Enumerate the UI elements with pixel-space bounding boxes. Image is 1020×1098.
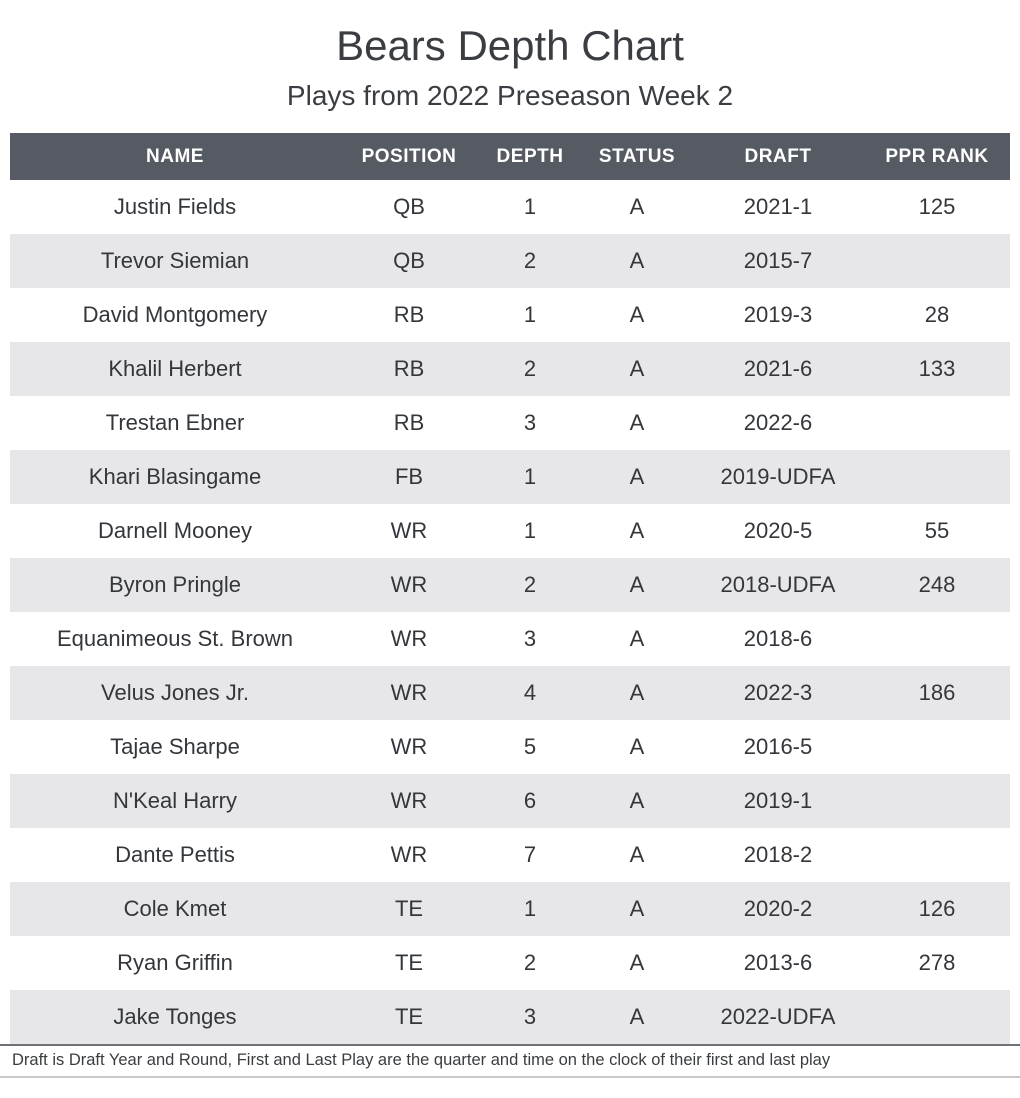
table-row <box>10 720 1010 774</box>
cell-status: A <box>629 518 645 544</box>
table-footnote: Draft is Draft Year and Round, First and Last Play are the quarter and time on the clock of their first and last play <box>0 1044 1020 1078</box>
table-row <box>10 612 1010 666</box>
column-header-status: STATUS <box>582 133 692 180</box>
cell-draft: 2019-3 <box>743 302 813 328</box>
cell-depth: 3 <box>478 990 582 1044</box>
cell-ppr-rank: 126 <box>864 882 1010 936</box>
cell-draft: 2013-6 <box>743 950 813 976</box>
cell-name: Khari Blasingame <box>10 450 340 504</box>
table-row <box>10 828 1010 882</box>
cell-ppr-rank: 133 <box>864 342 1010 396</box>
cell-ppr-rank: 55 <box>924 518 950 544</box>
cell-ppr-rank <box>864 720 1010 774</box>
cell-depth: 3 <box>523 626 537 652</box>
table-row <box>10 180 1010 234</box>
column-header-draft: DRAFT <box>692 133 864 180</box>
cell-depth: 6 <box>478 774 582 828</box>
cell-status: A <box>629 842 645 868</box>
cell-name: Ryan Griffin <box>117 950 233 976</box>
table-header-row <box>10 133 1010 180</box>
cell-position: WR <box>340 666 478 720</box>
cell-name: Trevor Siemian <box>10 234 340 288</box>
cell-status: A <box>629 950 645 976</box>
table-row <box>10 234 1010 288</box>
table-row <box>10 450 1010 504</box>
cell-position: RB <box>393 410 425 436</box>
cell-ppr-rank <box>864 450 1010 504</box>
cell-draft: 2018-6 <box>743 626 813 652</box>
cell-draft: 2018-2 <box>743 842 813 868</box>
cell-name: Velus Jones Jr. <box>10 666 340 720</box>
table-row <box>10 396 1010 450</box>
cell-position: WR <box>340 558 478 612</box>
cell-status: A <box>582 342 692 396</box>
cell-name: Darnell Mooney <box>97 518 253 544</box>
table-row <box>10 288 1010 342</box>
cell-position: QB <box>340 234 478 288</box>
cell-name: David Montgomery <box>82 302 268 328</box>
cell-name: N'Keal Harry <box>10 774 340 828</box>
cell-status: A <box>629 410 645 436</box>
column-header-depth: DEPTH <box>478 133 582 180</box>
cell-position: WR <box>340 774 478 828</box>
cell-draft: 2022-3 <box>692 666 864 720</box>
cell-depth: 2 <box>523 950 537 976</box>
cell-ppr-rank <box>864 234 1010 288</box>
cell-ppr-rank <box>864 396 1010 450</box>
cell-position: WR <box>390 626 428 652</box>
cell-name: Trestan Ebner <box>105 410 245 436</box>
cell-status: A <box>629 626 645 652</box>
cell-name: Dante Pettis <box>115 842 235 868</box>
cell-status: A <box>629 302 645 328</box>
cell-draft: 2019-1 <box>692 774 864 828</box>
table-row <box>10 666 1010 720</box>
cell-draft: 2020-2 <box>692 882 864 936</box>
cell-ppr-rank: 28 <box>924 302 950 328</box>
depth-chart-table <box>10 133 1010 1044</box>
cell-ppr-rank <box>864 990 1010 1044</box>
cell-ppr-rank <box>864 612 1010 666</box>
cell-position: WR <box>390 842 428 868</box>
cell-position: TE <box>340 882 478 936</box>
cell-ppr-rank: 248 <box>864 558 1010 612</box>
cell-depth: 4 <box>478 666 582 720</box>
cell-ppr-rank: 125 <box>918 194 956 220</box>
table-row <box>10 558 1010 612</box>
cell-depth: 1 <box>523 194 537 220</box>
cell-draft: 2018-UDFA <box>692 558 864 612</box>
cell-ppr-rank: 186 <box>864 666 1010 720</box>
cell-position: TE <box>394 950 424 976</box>
cell-name: Tajae Sharpe <box>110 734 240 760</box>
cell-draft: 2022-UDFA <box>692 990 864 1044</box>
cell-depth: 3 <box>523 410 537 436</box>
cell-depth: 1 <box>478 450 582 504</box>
cell-draft: 2021-6 <box>692 342 864 396</box>
cell-position: RB <box>393 302 425 328</box>
cell-ppr-rank <box>864 774 1010 828</box>
cell-draft: 2020-5 <box>743 518 813 544</box>
cell-draft: 2022-6 <box>743 410 813 436</box>
cell-draft: 2019-UDFA <box>692 450 864 504</box>
table-row <box>10 504 1010 558</box>
cell-status: A <box>582 558 692 612</box>
cell-status: A <box>582 234 692 288</box>
cell-name: Justin Fields <box>113 194 237 220</box>
column-header-ppr-rank: PPR RANK <box>864 133 1010 180</box>
cell-position: WR <box>390 518 428 544</box>
cell-depth: 2 <box>478 234 582 288</box>
cell-name: Jake Tonges <box>10 990 340 1044</box>
cell-depth: 2 <box>478 558 582 612</box>
cell-name: Byron Pringle <box>10 558 340 612</box>
table-row <box>10 774 1010 828</box>
table-row <box>10 882 1010 936</box>
cell-depth: 1 <box>523 518 537 544</box>
cell-depth: 7 <box>523 842 537 868</box>
cell-status: A <box>582 882 692 936</box>
cell-name: Equanimeous St. Brown <box>56 626 294 652</box>
cell-status: A <box>582 990 692 1044</box>
cell-depth: 1 <box>478 882 582 936</box>
page-subtitle: Plays from 2022 Preseason Week 2 <box>286 80 734 112</box>
cell-position: RB <box>340 342 478 396</box>
cell-status: A <box>629 194 645 220</box>
column-header-position: POSITION <box>340 133 478 180</box>
cell-status: A <box>582 666 692 720</box>
page-title: Bears Depth Chart <box>336 22 684 69</box>
cell-position: TE <box>340 990 478 1044</box>
cell-depth: 1 <box>523 302 537 328</box>
cell-status: A <box>582 450 692 504</box>
cell-name: Khalil Herbert <box>10 342 340 396</box>
cell-draft: 2015-7 <box>692 234 864 288</box>
cell-status: A <box>582 774 692 828</box>
cell-depth: 5 <box>523 734 537 760</box>
table-header <box>10 133 1010 180</box>
table-body <box>10 180 1010 1044</box>
cell-position: QB <box>393 194 425 220</box>
cell-ppr-rank <box>864 828 1010 882</box>
table-row <box>10 936 1010 990</box>
table-row <box>10 342 1010 396</box>
cell-depth: 2 <box>478 342 582 396</box>
cell-position: FB <box>340 450 478 504</box>
cell-draft: 2016-5 <box>743 734 813 760</box>
cell-ppr-rank: 278 <box>918 950 956 976</box>
cell-name: Cole Kmet <box>10 882 340 936</box>
table-container <box>10 133 1010 1044</box>
table-row <box>10 990 1010 1044</box>
cell-status: A <box>629 734 645 760</box>
cell-draft: 2021-1 <box>743 194 813 220</box>
cell-position: WR <box>390 734 428 760</box>
column-header-name: NAME <box>10 133 340 180</box>
